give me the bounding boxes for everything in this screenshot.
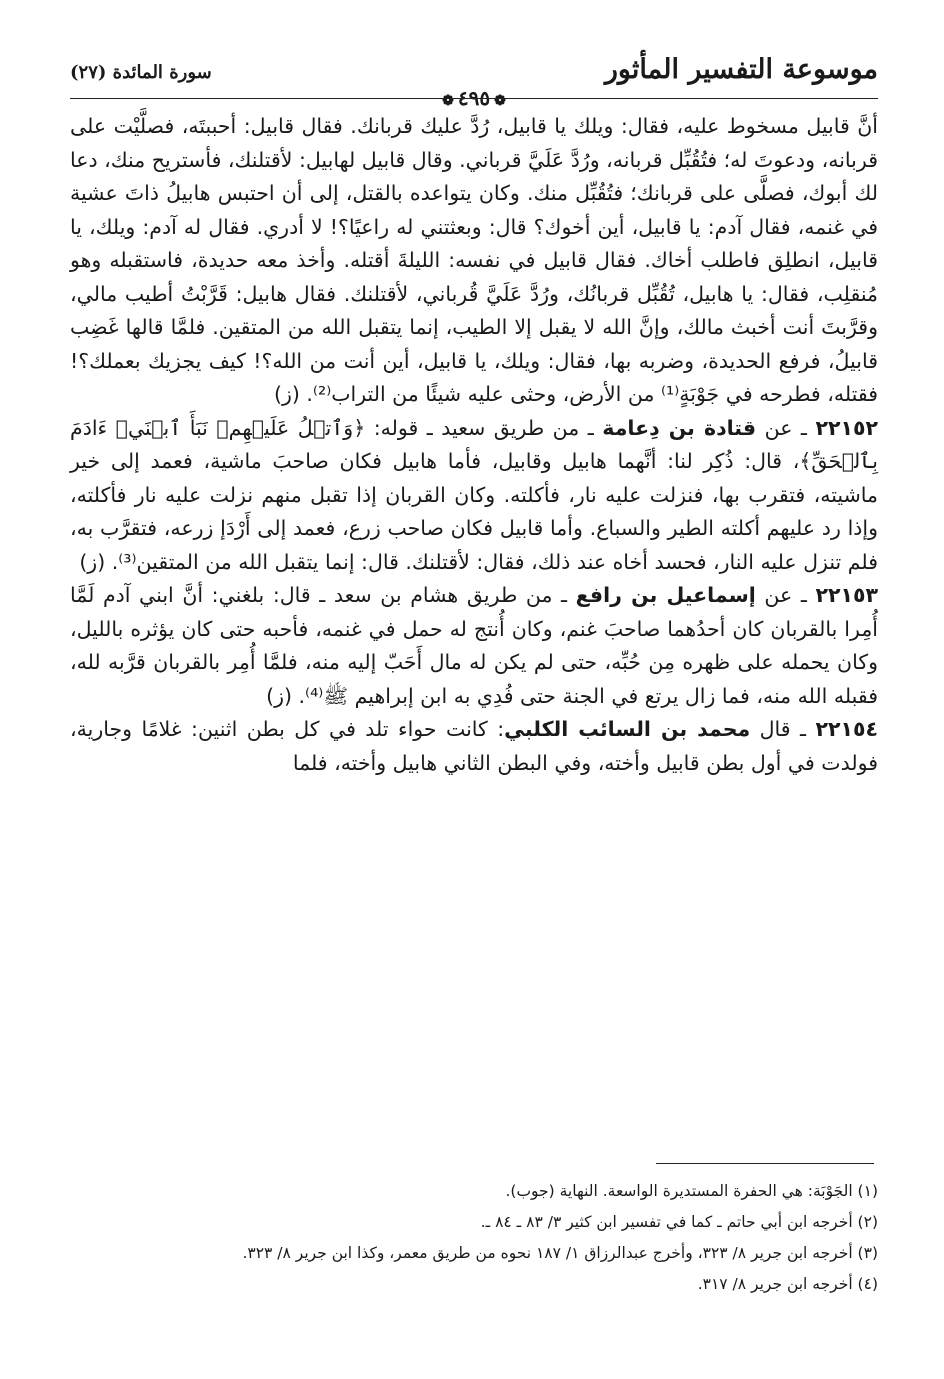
ornament-left-icon: ❁ bbox=[494, 93, 506, 109]
entry-number: ٢٢١٥٣ bbox=[815, 583, 878, 607]
entry-22153 bbox=[70, 579, 878, 713]
entry-text: ـ من طريق سعيد ـ قوله: ﴿وَٱتۡلُ عَلَيۡهِمۡ نَبَأَ ٱبۡنَيۡ ءَادَمَ بِٱلۡحَقِّ﴾، قال: ذُكِر لنا: أنَّهما هابيل وقابيل، فأما هابيل فكان صاحبَ ماشية، فعمد إلى خير ماشيته، فتقرب بها، فنزلت عليه نار، فأكلته. وكان القربان إذا تقبل منهم نزلت عليه نار فأكلته، وإذا رد عليهم أكلته الطير والسباع. وأما قابيل فكان صاحب زرع، فعمد إلى أَرْدَإ زرعه، فتقرَّب به، فلم تنزل عليه النار، فحسد أخاه عند ذلك، فقال: لأقتلنك. قال: إنما يتقبل الله من المتقين⁽³⁾. (ز) bbox=[70, 415, 878, 574]
footnotes bbox=[70, 1176, 878, 1300]
narrator-name: محمد بن السائب الكلبي bbox=[504, 717, 751, 741]
sura-reference: سورة المائدة (٢٧) bbox=[70, 62, 212, 83]
main-text bbox=[70, 110, 878, 780]
entry-number: ٢٢١٥٤ bbox=[815, 717, 878, 741]
ornament-right-icon: ❁ bbox=[442, 93, 454, 109]
footnote-2: (٢) أخرجه ابن أبي حاتم ـ كما في تفسير ابن كثير ٣/ ٨٣ ـ ٨٤ ـ. bbox=[480, 1213, 878, 1231]
footnote-1: (١) الجَوْبَة: هي الحفرة المستديرة الواسعة. النهاية (جوب). bbox=[505, 1182, 878, 1200]
entry-number: ٢٢١٥٢ bbox=[815, 415, 878, 440]
entry-22154 bbox=[70, 713, 878, 780]
footnote-4: (٤) أخرجه ابن جرير ٨/ ٣١٧. bbox=[697, 1275, 878, 1293]
narrator-name: إسماعيل بن رافع bbox=[575, 583, 756, 607]
entry-connector: ـ قال bbox=[750, 717, 816, 741]
entry-22152 bbox=[70, 412, 878, 580]
entry-connector: ـ عن bbox=[755, 583, 816, 607]
entry-connector: ـ عن bbox=[756, 415, 816, 440]
footnote-3: (٣) أخرجه ابن جرير ٨/ ٣٢٣، وأخرج عبدالرزاق ١/ ١٨٧ نحوه من طريق معمر، وكذا ابن جرير ٨/ ٣٢٣. bbox=[242, 1244, 878, 1262]
narrator-name: قتادة بن دِعامة bbox=[602, 415, 757, 440]
entry-text: ـ من طريق هشام بن سعد ـ قال: بلغني: أنَّ ابني آدم لَمَّا أُمِرا بالقربان كان أحدُهما صاحبَ غنم، وكان أُنتج له حمل في غنمه، فأحبه حتى كان يؤثره بالليل، وكان يحمله على ظهره مِن حُبِّه، حتى لم يكن له مال أَحَبّ إليه منه، فلمَّا أُمِر بالقربان قرَّبه لله، فقبله الله منه، فما زال يرتع في الجنة حتى فُدِي به ابن إبراهيم ﷺ⁽⁴⁾. (ز) bbox=[70, 583, 878, 708]
page-number-value: ٤٩٥ bbox=[457, 86, 491, 110]
entry-text: : كانت حواء تلد في كل بطن اثنين: غلامًا وجارية، فولدت في أول بطن قابيل وأخته، وفي البطن الثاني هابيل وأخته، فلما bbox=[70, 717, 878, 775]
page-header bbox=[70, 52, 878, 110]
paragraph-continuation: أنَّ قابيل مسخوط عليه، فقال: ويلك يا قابيل، رُدَّ عليك قربانك. فقال قابيل: أحببتَه، فصلَّيْت على قربانه، ودعوتَ له؛ فتُقُبِّل قربانه، ورُدَّ عَلَيَّ قرباني. وقال قابيل لهابيل: لأقتلنك، فأستريح منك، دعا لك أبوك، فصلَّى على قربانك؛ فتُقُبِّل منك. وكان يتواعده بالقتل، إلى أن احتبس هابيلُ ذاتَ عشية في غنمه، فقال آدم: يا قابيل، أين أخوك؟ قال: وبعثتني له راعيًا؟! لا أدري. فقال له آدم: ويلك، يا قابيل، انطلِق فاطلب أخاك. فقال قابيل في نفسه: الليلةَ أقتله. وأخذ معه حديدة، فاستقبله وهو مُنقلِب، فقال: يا هابيل، تُقُبِّل قربانُك، ورُدَّ عَلَيَّ قُرباني، لأقتلنك. فقال هابيل: قَرَّبْتُ أطيب مالي، وقرَّبتَ أنت أخبث مالك، وإنَّ الله لا يقبل إلا الطيب، إنما يتقبل الله من المتقين. فلمَّا قالها غَضِب قابيلُ، فرفع الحديدة، وضربه بها، فقال: ويلك، يا قابيل، أين أنت من الله؟! كيف يجزيك بعملك؟! فقتله، فطرحه في جَوْبَةٍ⁽¹⁾ من الأرض، وحثى عليه شيئًا من التراب⁽²⁾. (ز) bbox=[70, 114, 878, 406]
header-rule bbox=[70, 98, 878, 99]
footnote-rule bbox=[656, 1163, 874, 1164]
book-title: موسوعة التفسير المأثور bbox=[604, 54, 878, 85]
